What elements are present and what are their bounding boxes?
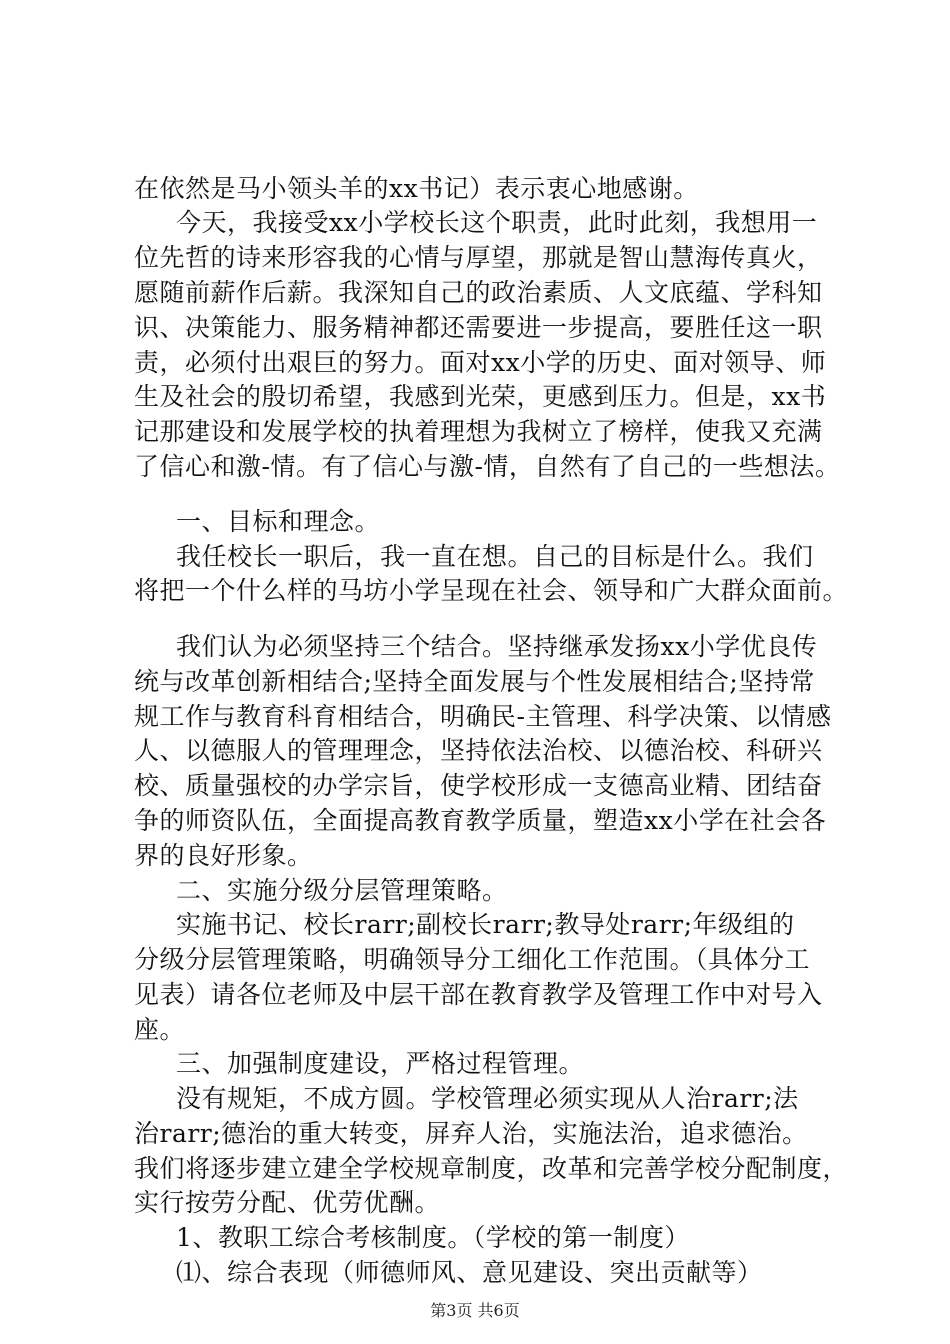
- paragraph-line: 人、以德服人的管理理念，坚持依法治校、以德治校、科研兴: [134, 736, 823, 765]
- section-heading: 三、加强制度建设，严格过程管理。: [176, 1049, 585, 1078]
- paragraph-line: 今天，我接受xx小学校长这个职责，此时此刻，我想用一: [176, 208, 818, 237]
- paragraph-line: 实施书记、校长rarr;副校长rarr;教导处rarr;年级组的: [176, 910, 795, 939]
- paragraph-line: 生及社会的殷切希望，我感到光荣，更感到压力。但是，xx书: [134, 382, 827, 411]
- paragraph-line: 我们认为必须坚持三个结合。坚持继承发扬xx小学优良传: [176, 632, 818, 661]
- paragraph-line: 界的良好形象。: [134, 841, 313, 870]
- paragraph-line: 座。: [134, 1015, 186, 1044]
- paragraph-line: 我任校长一职后，我一直在想。自己的目标是什么。我们: [176, 542, 814, 571]
- paragraph-line: 了信心和激-情。有了信心与激-情，自然有了自己的一些想法。: [134, 452, 841, 481]
- paragraph-line: 分级分层管理策略，明确领导分工细化工作范围。（具体分工: [134, 945, 811, 974]
- paragraph-line: 争的师资队伍，全面提高教育教学质量，塑造xx小学在社会各: [134, 806, 827, 835]
- paragraph-line: 校、质量强校的办学宗旨，使学校形成一支德高业精、团结奋: [134, 771, 823, 800]
- paragraph-line: 在依然是马小领头羊的xx书记）表示衷心地感谢。: [134, 174, 699, 203]
- paragraph-line: 识、决策能力、服务精神都还需要进一步提高，要胜任这一职: [134, 313, 823, 342]
- paragraph-line: 愿随前薪作后薪。我深知自己的政治素质、人文底蕴、学科知: [134, 278, 823, 307]
- paragraph-line: 位先哲的诗来形容我的心情与厚望，那就是智山慧海传真火，: [134, 243, 823, 272]
- paragraph-line: 规工作与教育科育相结合，明确民-主管理、科学决策、以情感: [134, 702, 832, 731]
- section-heading: 一、目标和理念。: [176, 507, 381, 536]
- section-heading: 二、实施分级分层管理策略。: [176, 876, 508, 905]
- list-item: ⑴、综合表现（师德师风、意见建设、突出贡献等）: [176, 1258, 763, 1287]
- paragraph-line: 见表）请各位老师及中层干部在教育教学及管理工作中对号入: [134, 980, 823, 1009]
- paragraph-line: 我们将逐步建立建全学校规章制度，改革和完善学校分配制度，: [134, 1154, 849, 1183]
- paragraph-line: 实行按劳分配、优劳优酬。: [134, 1188, 441, 1217]
- page-footer: [0, 1300, 950, 1322]
- paragraph-line: 责，必须付出艰巨的努力。面对xx小学的历史、面对领导、师: [134, 348, 827, 377]
- paragraph-line: 将把一个什么样的马坊小学呈现在社会、领导和广大群众面前。: [134, 576, 849, 605]
- paragraph-line: 治rarr;德治的重大转变，屏弃人治，实施法治，追求德治。: [134, 1119, 808, 1148]
- paragraph-line: 统与改革创新相结合;坚持全面发展与个性发展相结合;坚持常: [134, 667, 815, 696]
- page-number: 第3页 共6页: [430, 1301, 520, 1320]
- paragraph-line: 记那建设和发展学校的执着理想为我树立了榜样，使我又充满: [134, 417, 823, 446]
- subsection-heading: 1、教职工综合考核制度。（学校的第一制度）: [176, 1223, 690, 1252]
- paragraph-line: 没有规矩，不成方圆。学校管理必须实现从人治rarr;法: [176, 1084, 799, 1113]
